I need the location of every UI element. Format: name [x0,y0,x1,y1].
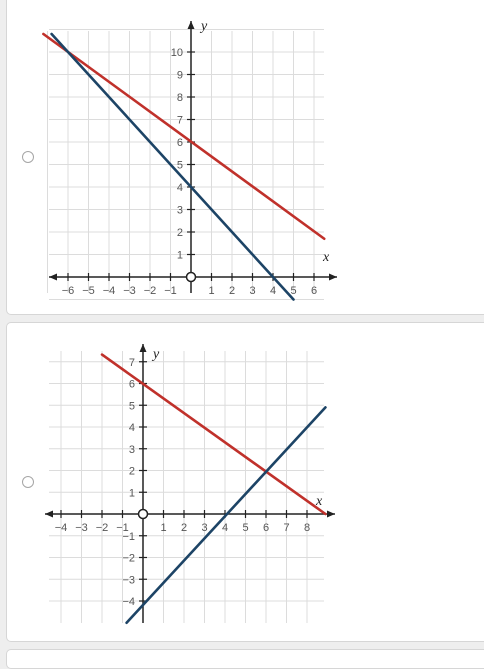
y-tick-label: 4 [176,182,183,194]
graph-option-1 [7,0,347,315]
y-tick-label: −1 [122,530,135,543]
answer-option-1[interactable] [6,0,484,315]
x-axis-arrow-left [45,511,53,518]
x-tick-label: −5 [82,285,95,297]
x-tick-label: 4 [269,285,277,297]
x-axis-label: x [316,494,323,509]
x-tick-label: 1 [160,522,167,534]
y-tick-label: 9 [176,69,183,82]
x-tick-label: 4 [221,522,229,534]
series-line-2 [127,407,326,622]
y-tick-label: 3 [128,443,135,456]
x-tick-label: −4 [102,285,116,297]
x-tick-label: 2 [228,285,236,297]
x-axis-arrow-left [49,274,57,281]
x-tick-label: −3 [75,522,88,534]
y-axis-label: y [153,347,160,362]
y-tick-label: −2 [122,552,135,565]
y-tick-label: 8 [176,92,183,104]
y-axis-arrow [188,21,195,29]
y-tick-label: −3 [122,574,135,587]
x-tick-label: −1 [164,285,177,297]
graph-option-2 [7,323,347,643]
y-tick-label: 3 [176,204,183,217]
x-tick-label: −6 [61,285,75,297]
y-axis-arrow [140,344,147,352]
x-tick-label: 3 [249,285,256,297]
y-axis-label: y [201,19,208,34]
x-axis-arrow [329,274,337,281]
answer-option-2[interactable] [6,322,484,642]
x-tick-label: 3 [201,522,208,534]
series-line-1 [43,34,324,239]
y-tick-label: 5 [176,159,183,172]
origin-marker [139,510,148,519]
y-tick-label: 5 [128,400,135,413]
y-tick-label: 2 [128,465,135,478]
series-line-2 [52,34,297,300]
x-tick-label: 8 [303,522,311,534]
x-tick-label: 6 [262,522,270,534]
y-tick-label: 6 [176,137,183,149]
y-tick-label: 6 [128,378,135,391]
x-axis-label: x [323,250,330,265]
x-tick-label: 7 [283,522,290,534]
x-tick-label: −4 [54,522,68,534]
y-tick-label: 7 [128,356,135,369]
series-line-1 [102,355,325,514]
x-tick-label: 6 [310,285,318,297]
y-tick-label: 7 [176,114,183,127]
x-tick-label: 5 [290,285,297,297]
y-tick-label: 1 [176,249,183,262]
x-tick-label: −2 [143,285,157,297]
x-tick-label: −1 [116,522,129,534]
y-tick-label: −4 [122,596,135,608]
x-tick-label: −2 [95,522,109,534]
x-tick-label: 1 [208,285,215,297]
x-tick-label: −3 [123,285,136,297]
y-tick-label: 4 [128,422,135,434]
y-tick-label: 1 [128,487,135,500]
x-tick-label: 2 [180,522,188,534]
y-tick-label: 10 [170,47,183,59]
answer-option-3[interactable] [6,649,484,669]
origin-marker [187,273,196,282]
y-tick-label: 2 [176,227,183,239]
x-axis-arrow [327,511,335,518]
x-tick-label: 5 [242,522,249,534]
